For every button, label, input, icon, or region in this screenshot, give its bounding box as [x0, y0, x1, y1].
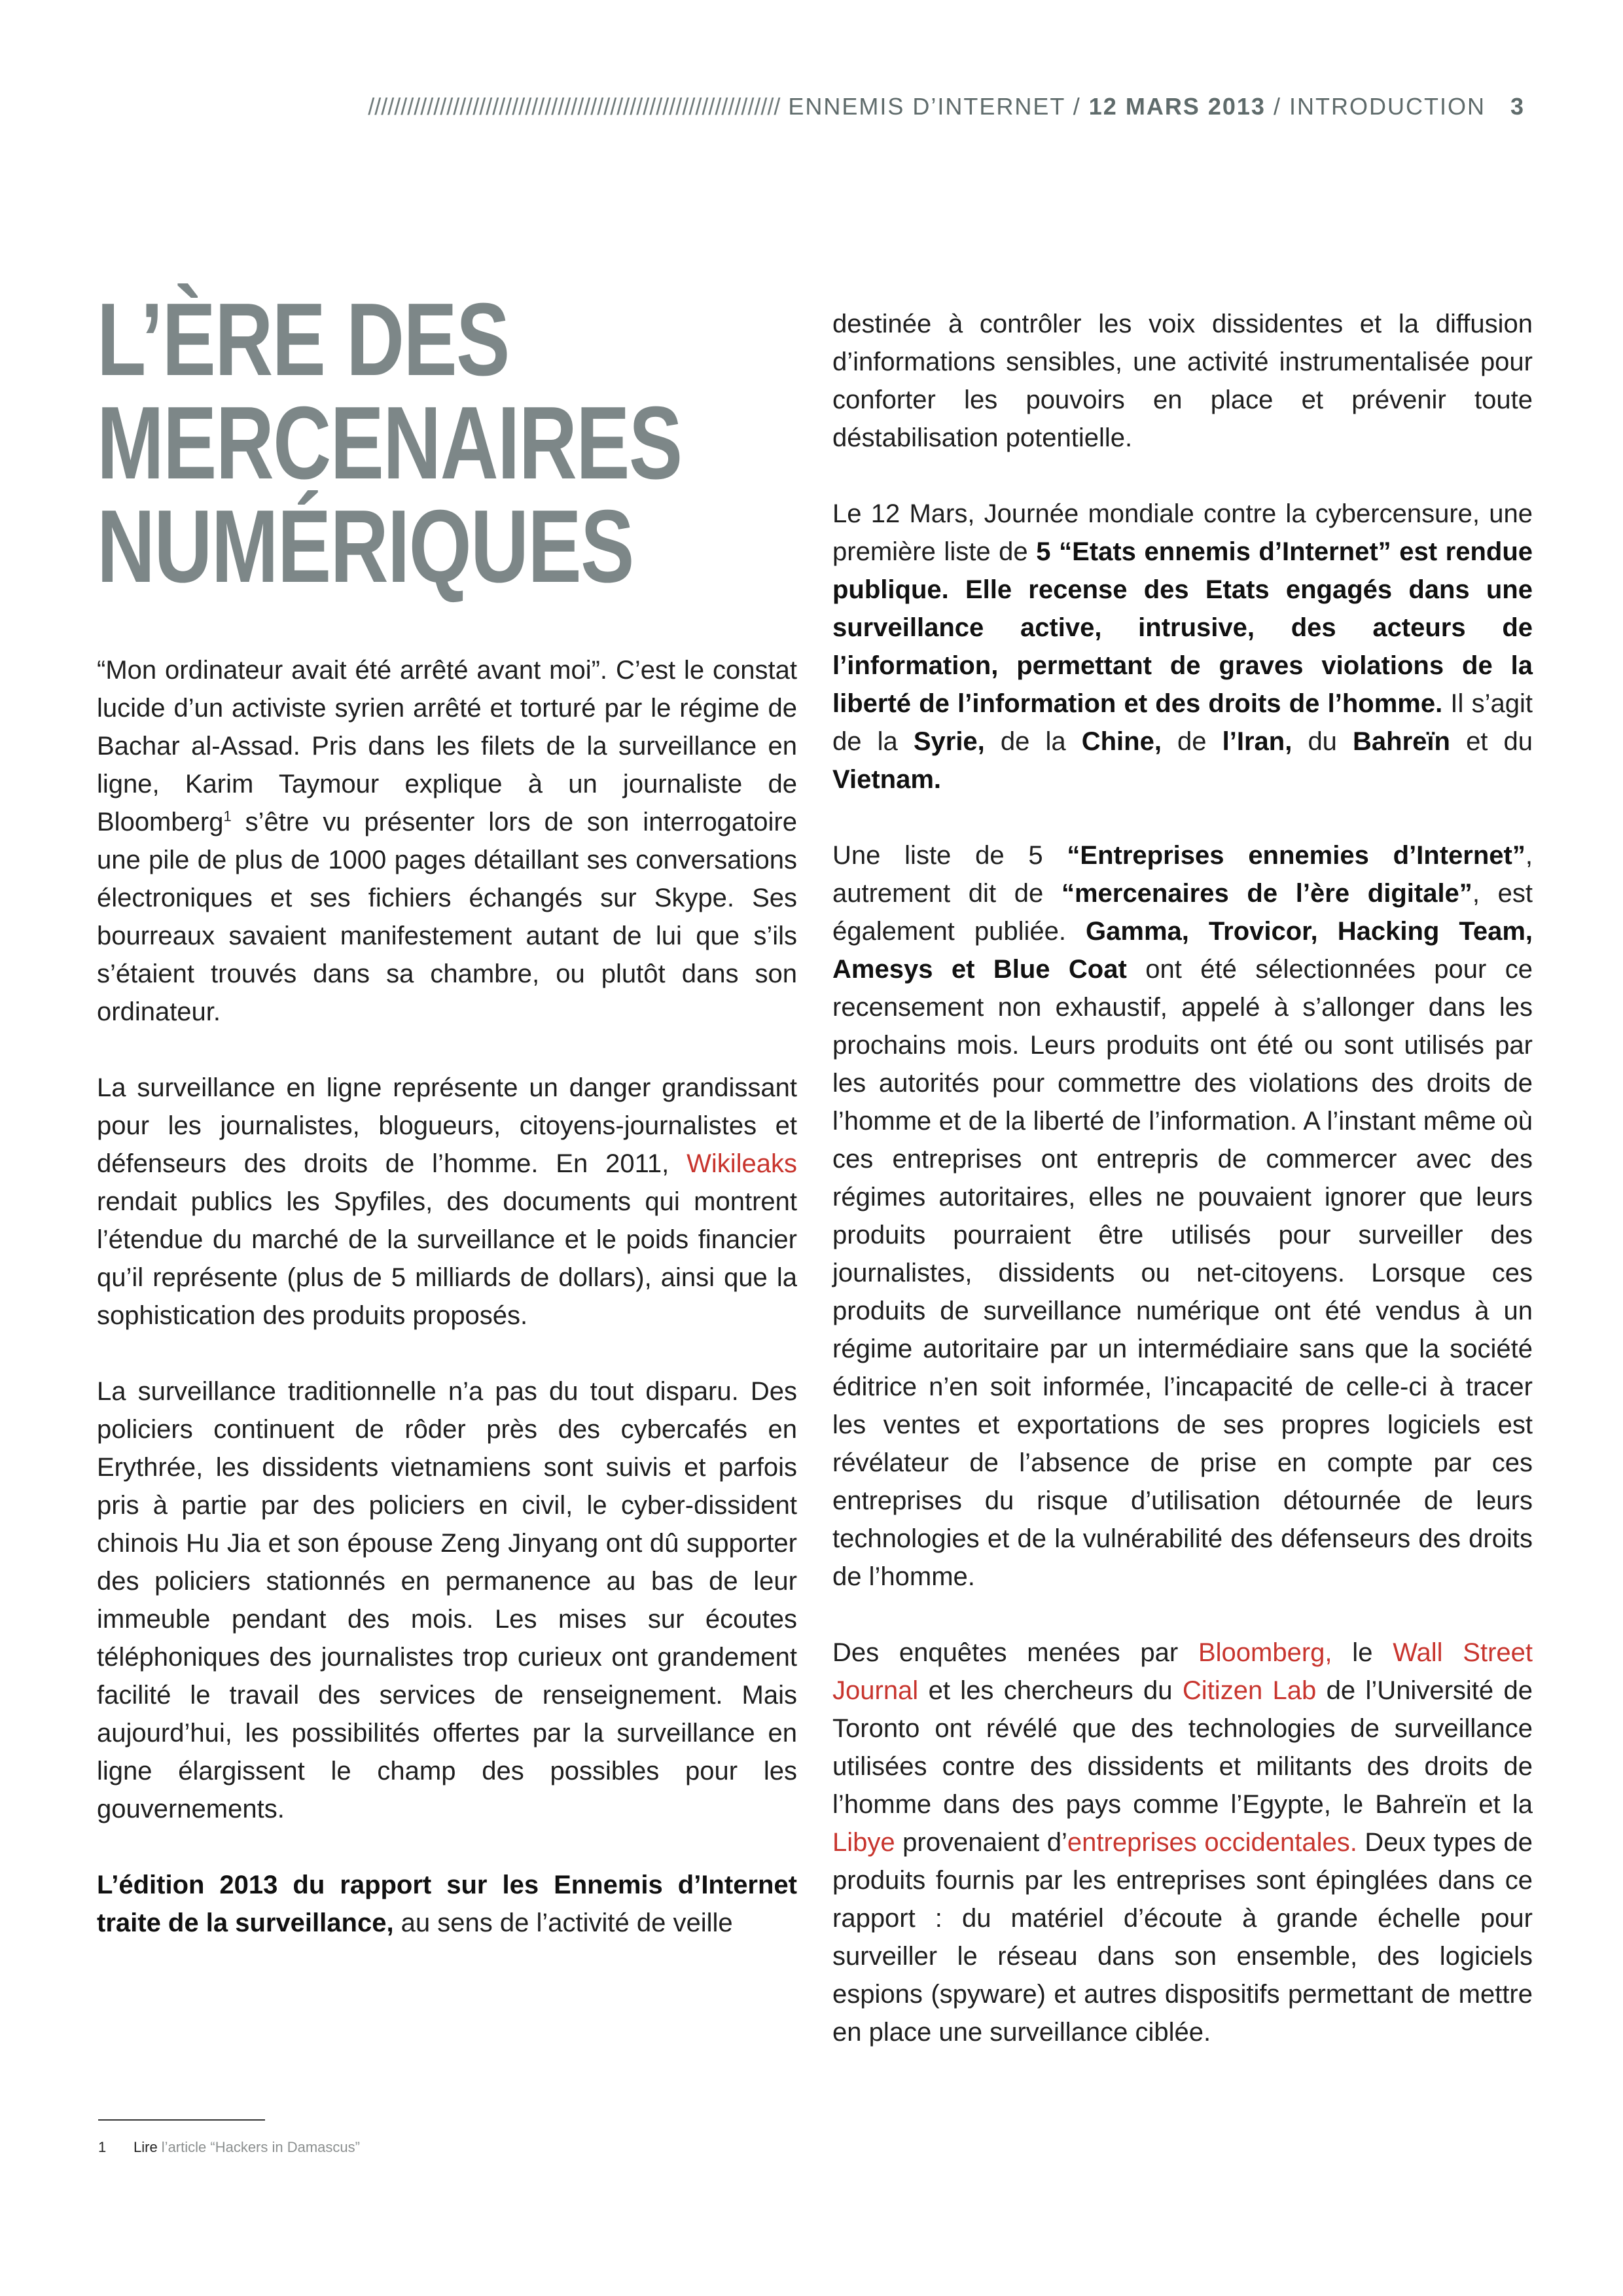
paragraph: La surveillance traditionnelle n’a pas du tout disparu. Des policiers continuent de rôder près des cybercafés en Erythrée, les dissidents vietnamiens sont suivis et parfois pris à partie par des policiers en civil, le cyber-dissident chinois Hu Jia et son épouse Zeng Jinyang ont dû supporter des policiers stationnés en permanence au bas de leur immeuble pendant des mois. Les mises sur écoutes téléphoniques des journalistes trop curieux ont grandement facilité le travail des services de renseignement. Mais aujourd’hui, les possibilités offertes par la surveillance en ligne élargissent le champ des possibles pour les gouvernements.: [97, 1377, 797, 1823]
paragraph: [832, 1634, 1533, 2051]
citizen-lab-link[interactable]: Citizen Lab: [1182, 1676, 1317, 1705]
title-line: NUMÉRIQUES: [97, 489, 633, 604]
paragraph: [832, 495, 1533, 798]
company-names: Gamma, Trovicor, Hacking Team, Amesys et Blue Coat: [832, 917, 1533, 984]
footnote-number: 1: [98, 2139, 107, 2155]
text-run: La surveillance en ligne représente un danger grandissant pour les journalistes, blogueurs, citoyens-journalistes et défenseurs des droits de l’homme. En 2011,: [97, 1073, 797, 1178]
country-name: Chine,: [1081, 727, 1162, 756]
footnote-lead: Lire: [134, 2139, 162, 2155]
text-run: ont été sélectionnées pour ce recensement non exhaustif, appelé à s’allonger dans les prochains mois. Leurs produits ont été ou sont utilisés par les autorités pour commettre des violations des droits de l’homme et de la liberté de l’information. A l’instant même où ces entreprises ont entrepris de commercer avec des régimes autoritaires, elles ne pouvaient ignorer que leurs produits pourraient être utilisés pour surveiller des journalistes, dissidents ou net-citoyens. Lorsque ces produits de surveillance numérique ont été vendus à un régime autoritaire par un intermédiaire sans que la société éditrice n’en soit informée, l’incapacité de celle-ci à tracer les ventes et exportations de ses propres logiciels est révélateur de l’absence de prise en compte par ces entreprises du risque d’utilisation détournée de leurs technologies et de la vulnérabilité des défenseurs des droits de l’homme.: [832, 955, 1533, 1591]
footnote: [98, 2139, 360, 2156]
wikileaks-link[interactable]: Wikileaks: [687, 1149, 797, 1178]
text-run: et du: [1450, 727, 1533, 756]
header-separator: /: [1273, 93, 1281, 120]
text-run: Une liste de 5: [832, 841, 1067, 870]
running-header: [98, 93, 1525, 126]
paragraph: [832, 836, 1533, 1596]
text-run: et les chercheurs du: [918, 1676, 1183, 1705]
country-name: Vietnam.: [832, 765, 941, 794]
title-line: L’ÈRE DES: [97, 282, 509, 397]
country-name: Syrie,: [913, 727, 985, 756]
footnote-article-link[interactable]: l’article “Hackers in Damascus”: [161, 2139, 360, 2155]
country-name: Bahreïn: [1353, 727, 1450, 756]
text-run: s’être vu présenter lors de son interrogatoire une pile de plus de 1000 pages détaillant ses conversations électroniques et ses fichiers échangés sur Skype. Ses bourreaux savaient manifestement autant de lui que s’ils s’étaient trouvés dans sa chambre, ou plutôt dans son ordinateur.: [97, 808, 797, 1026]
paragraph: [97, 651, 797, 1031]
bold-run: “Entreprises ennemies d’Internet”: [1067, 841, 1525, 870]
text-run: Le 12 Mars, Journée mondiale contre la cybercensure, une première liste de: [832, 499, 1533, 566]
left-column: [97, 651, 797, 1980]
text-run: au sens de l’activité de veille: [393, 1909, 733, 1937]
text-run: le: [1332, 1638, 1393, 1667]
header-slashes: ///////////////////////////////////////////////////////////////: [368, 93, 781, 120]
text-run: de la: [984, 727, 1082, 756]
text-run: Des enquêtes menées par: [832, 1638, 1198, 1667]
right-column: [832, 305, 1533, 2089]
text-run: Deux types de produits fournis par les entreprises sont épinglées dans ce rapport : du matériel d’écoute à grande échelle pour surveiller le réseau dans son ensemble, des logiciels espions (spyware) et autres dispositifs permettant de mettre en place une surveillance ciblée.: [832, 1828, 1533, 2047]
text-run: Il s’agit de la: [832, 689, 1533, 756]
text-run: de: [1161, 727, 1222, 756]
text-run: , autrement dit de: [832, 841, 1533, 908]
text-run: rendait publics les Spyfiles, des documents qui montrent l’étendue du marché de la surveillance et le poids financier qu’il représente (plus de 5 milliards de dollars), ainsi que la sophistication des produits proposés.: [97, 1187, 797, 1330]
header-publication: ENNEMIS D’INTERNET: [788, 93, 1065, 120]
header-date: 12 MARS 2013: [1088, 93, 1266, 120]
paragraph: [97, 1069, 797, 1335]
header-section: INTRODUCTION: [1289, 93, 1486, 120]
country-name: l’Iran,: [1222, 727, 1293, 756]
text-run: , est également publiée.: [832, 879, 1533, 946]
text-run: de l’Université de Toronto ont révélé que des technologies de surveillance utilisées contre des dissidents et militants des droits de l’homme dans des pays comme l’Egypte, le Bahreïn et la: [832, 1676, 1533, 1819]
wall-street-journal-link[interactable]: Wall Street Journal: [832, 1638, 1533, 1705]
bold-run: L’édition 2013 du rapport sur les Ennemis d’Internet traite de la surveillance,: [97, 1871, 797, 1937]
paragraph: [97, 1866, 797, 1942]
page-title: [97, 282, 682, 604]
paragraph: destinée à contrôler les voix dissidentes et la diffusion d’informations sensibles, une activité instrumentalisée pour conforter les pouvoirs en place et prévenir toute déstabilisation potentielle.: [832, 310, 1533, 452]
page-number: 3: [1510, 93, 1525, 120]
text-run: “Mon ordinateur avait été arrêté avant moi”. C’est le constat lucide d’un activiste syrien arrêté et torturé par le régime de Bachar al-Assad. Pris dans les filets de la surveillance en ligne, Karim Taymour explique à un journaliste de Bloomberg: [97, 656, 797, 836]
text-run: provenaient d’: [895, 1828, 1067, 1857]
title-line: MERCENAIRES: [97, 386, 682, 501]
footnote-ref: 1: [223, 808, 232, 825]
text-run: du: [1292, 727, 1353, 756]
header-separator: /: [1073, 93, 1081, 120]
libye-link[interactable]: Libye: [832, 1828, 895, 1857]
entreprises-occidentales-link[interactable]: entreprises occidentales.: [1067, 1828, 1357, 1857]
bold-run: “mercenaires de l’ère digitale”: [1061, 879, 1472, 908]
footnote-divider: [98, 2119, 265, 2121]
bloomberg-link[interactable]: Bloomberg,: [1198, 1638, 1332, 1667]
bold-run: 5 “Etats ennemis d’Internet” est rendue publique. Elle recense des Etats engagés dans une surveillance active, intrusive, des acteurs de l’information, permettant de graves violations de la liberté de l’information et des droits de l’homme.: [832, 537, 1533, 718]
